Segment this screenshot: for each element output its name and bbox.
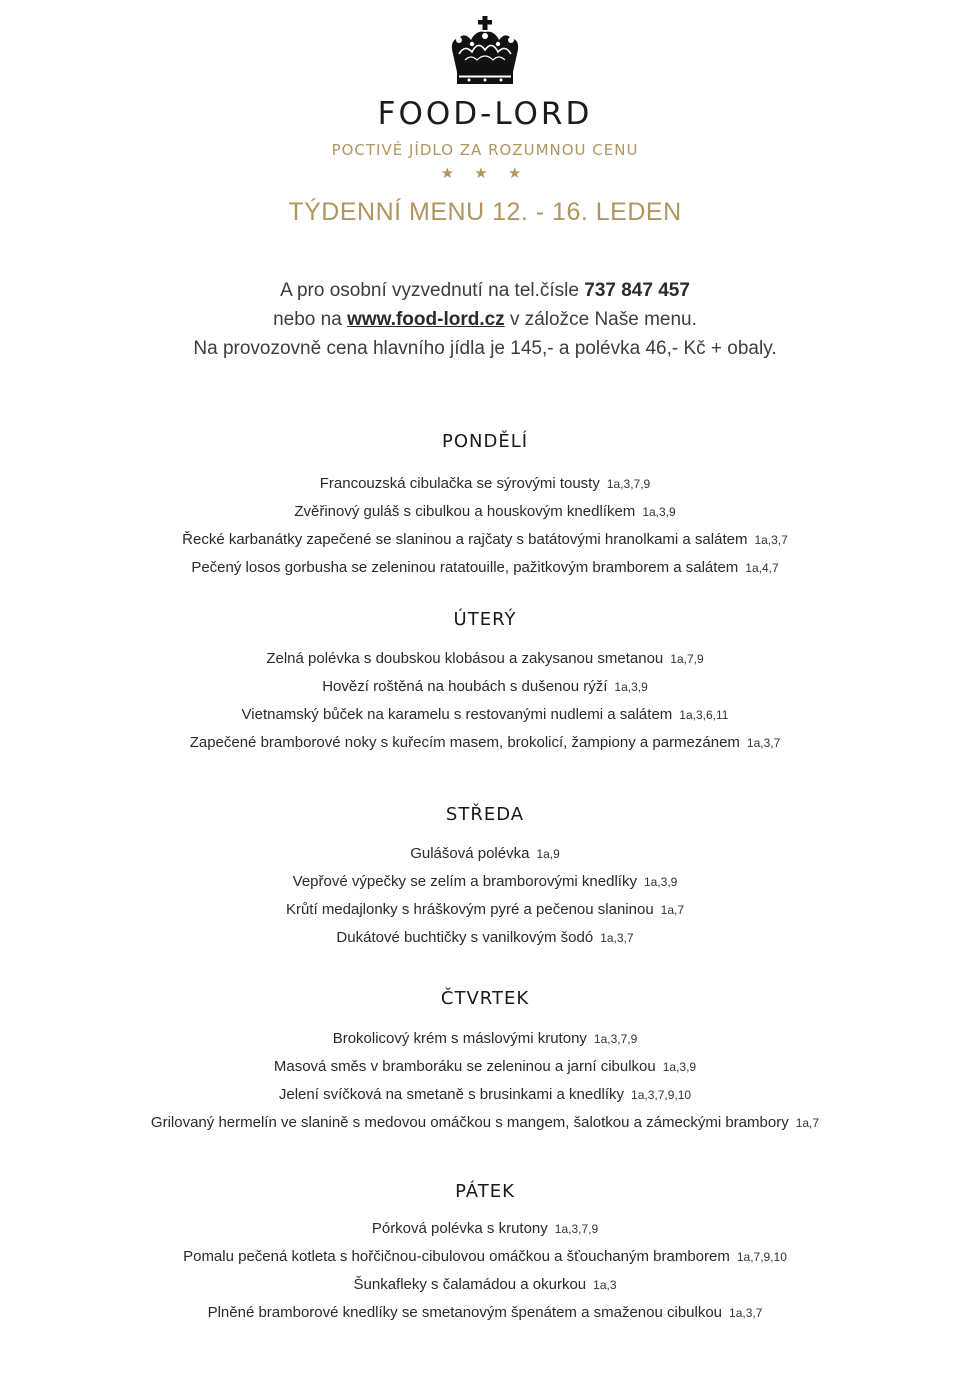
day-title: PONDĚLÍ: [441, 431, 529, 452]
dish-allergens: 1a,7: [795, 1116, 820, 1130]
dish-allergens: 1a,3,7,9: [593, 1032, 638, 1046]
dish-item: Plněné bramborové knedlíky se smetanovým špenátem a smaženou cibulkou 1a,3,7: [207, 1304, 763, 1321]
dish-allergens: 1a,3,9: [662, 1060, 697, 1074]
menu-title: TÝDENNÍ MENU 12. - 16. LEDEN: [288, 198, 682, 226]
dish-allergens: 1a,3,9: [642, 505, 676, 519]
dish-item: Grilovaný hermelín ve slanině s medovou omáčkou s mangem, šalotkou a zámeckými brambory 1a,7: [150, 1114, 820, 1131]
day-section-wednesday: [0, 804, 970, 952]
dish-allergens: 1a,3,9: [643, 875, 678, 889]
day-section-thursday: [0, 988, 970, 1137]
day-title: PÁTEK: [455, 1181, 515, 1202]
day-title: ÚTERÝ: [453, 609, 517, 630]
dish-item: Zvěřinový guláš s cibulkou a houskovým knedlíkem 1a,3,9: [294, 503, 676, 520]
dish-allergens: 1a,3,6,11: [679, 708, 729, 722]
dish-item: Pečený losos gorbusha se zeleninou ratatouille, pažitkovým bramborem a salátem 1a,4,7: [191, 559, 779, 576]
intro-text: v záložce Naše menu.: [504, 309, 697, 330]
dish-item: Vepřové výpečky se zelím a bramborovými knedlíky 1a,3,9: [292, 873, 678, 890]
dish-item: Francouzská cibulačka se sýrovými tousty 1a,3,7,9: [319, 475, 651, 492]
dish-allergens: 1a,3,7: [754, 533, 788, 547]
intro-text: nebo na: [273, 309, 348, 330]
day-section-monday: [0, 431, 970, 582]
intro-line-2: [0, 309, 970, 331]
dish-item: Dukátové buchtičky s vanilkovým šodó 1a,3,7: [336, 929, 634, 946]
dish-item: Hovězí roštěná na houbách s dušenou rýží 1a,3,9: [322, 678, 648, 695]
dish-item: Krůtí medajlonky s hráškovým pyré a pečenou slaninou 1a,7: [285, 901, 685, 918]
website-link[interactable]: www.food-lord.cz: [347, 309, 505, 330]
dish-allergens: 1a,9: [536, 847, 560, 861]
dish-item: Vietnamský bůček na karamelu s restovanými nudlemi a salátem 1a,3,6,11: [241, 706, 729, 723]
dish-item: Brokolicový krém s máslovými krutony 1a,3,7,9: [332, 1030, 638, 1047]
dish-item: Šunkafleky s čalamádou a okurkou 1a,3: [353, 1276, 617, 1293]
dish-allergens: 1a,3,7,9: [606, 477, 651, 491]
crown-icon: [0, 14, 970, 90]
brand-stars: ★ ★ ★: [440, 165, 530, 182]
dish-allergens: 1a,3,7: [729, 1306, 763, 1320]
dish-allergens: 1a,3,7,9: [554, 1222, 599, 1236]
day-title: STŘEDA: [445, 804, 525, 825]
dish-allergens: 1a,3,7: [600, 931, 634, 945]
intro-text: A pro osobní vyzvednutí na tel.čísle: [280, 280, 585, 301]
dish-allergens: 1a,3,9: [614, 680, 648, 694]
day-title: ČTVRTEK: [440, 988, 530, 1009]
intro-line-3: Na provozovně cena hlavního jídla je 145,- a polévka 46,- Kč + obaly.: [193, 338, 777, 359]
day-section-tuesday: [0, 609, 970, 757]
dish-allergens: 1a,3,7: [746, 736, 781, 750]
dish-item: Masová směs v bramboráku se zeleninou a jarní cibulkou 1a,3,9: [273, 1058, 697, 1075]
phone-number[interactable]: 737 847 457: [584, 280, 690, 301]
brand-slogan: POCTIVÉ JÍDLO ZA ROZUMNOU CENU: [331, 141, 639, 159]
dish-item: Pórková polévka s krutony 1a,3,7,9: [371, 1220, 599, 1237]
intro-line-1: [0, 280, 970, 302]
dish-item: Zelná polévka s doubskou klobásou a zakysanou smetanou 1a,7,9: [266, 650, 704, 667]
dish-allergens: 1a,3,7,9,10: [631, 1088, 692, 1102]
dish-item: Zapečené bramborové noky s kuřecím masem, brokolicí, žampiony a parmezánem 1a,3,7: [189, 734, 781, 751]
day-section-friday: [0, 1181, 970, 1327]
dish-item: Pomalu pečená kotleta s hořčičnou-cibulovou omáčkou a šťouchaným bramborem 1a,7,9,10: [183, 1248, 787, 1265]
dish-item: Gulášová polévka 1a,9: [410, 845, 560, 862]
brand-name: FOOD-LORD: [377, 96, 593, 132]
dish-allergens: 1a,7,9: [670, 652, 704, 666]
dish-allergens: 1a,7,9,10: [736, 1250, 787, 1264]
dish-allergens: 1a,7: [660, 903, 685, 917]
dish-allergens: 1a,4,7: [745, 561, 779, 575]
dish-item: Jelení svíčková na smetaně s brusinkami a knedlíky 1a,3,7,9,10: [278, 1086, 692, 1103]
dish-allergens: 1a,3: [593, 1278, 617, 1292]
dish-item: Řecké karbanátky zapečené se slaninou a rajčaty s batátovými hranolkami a salátem 1a,3,7: [182, 531, 788, 548]
